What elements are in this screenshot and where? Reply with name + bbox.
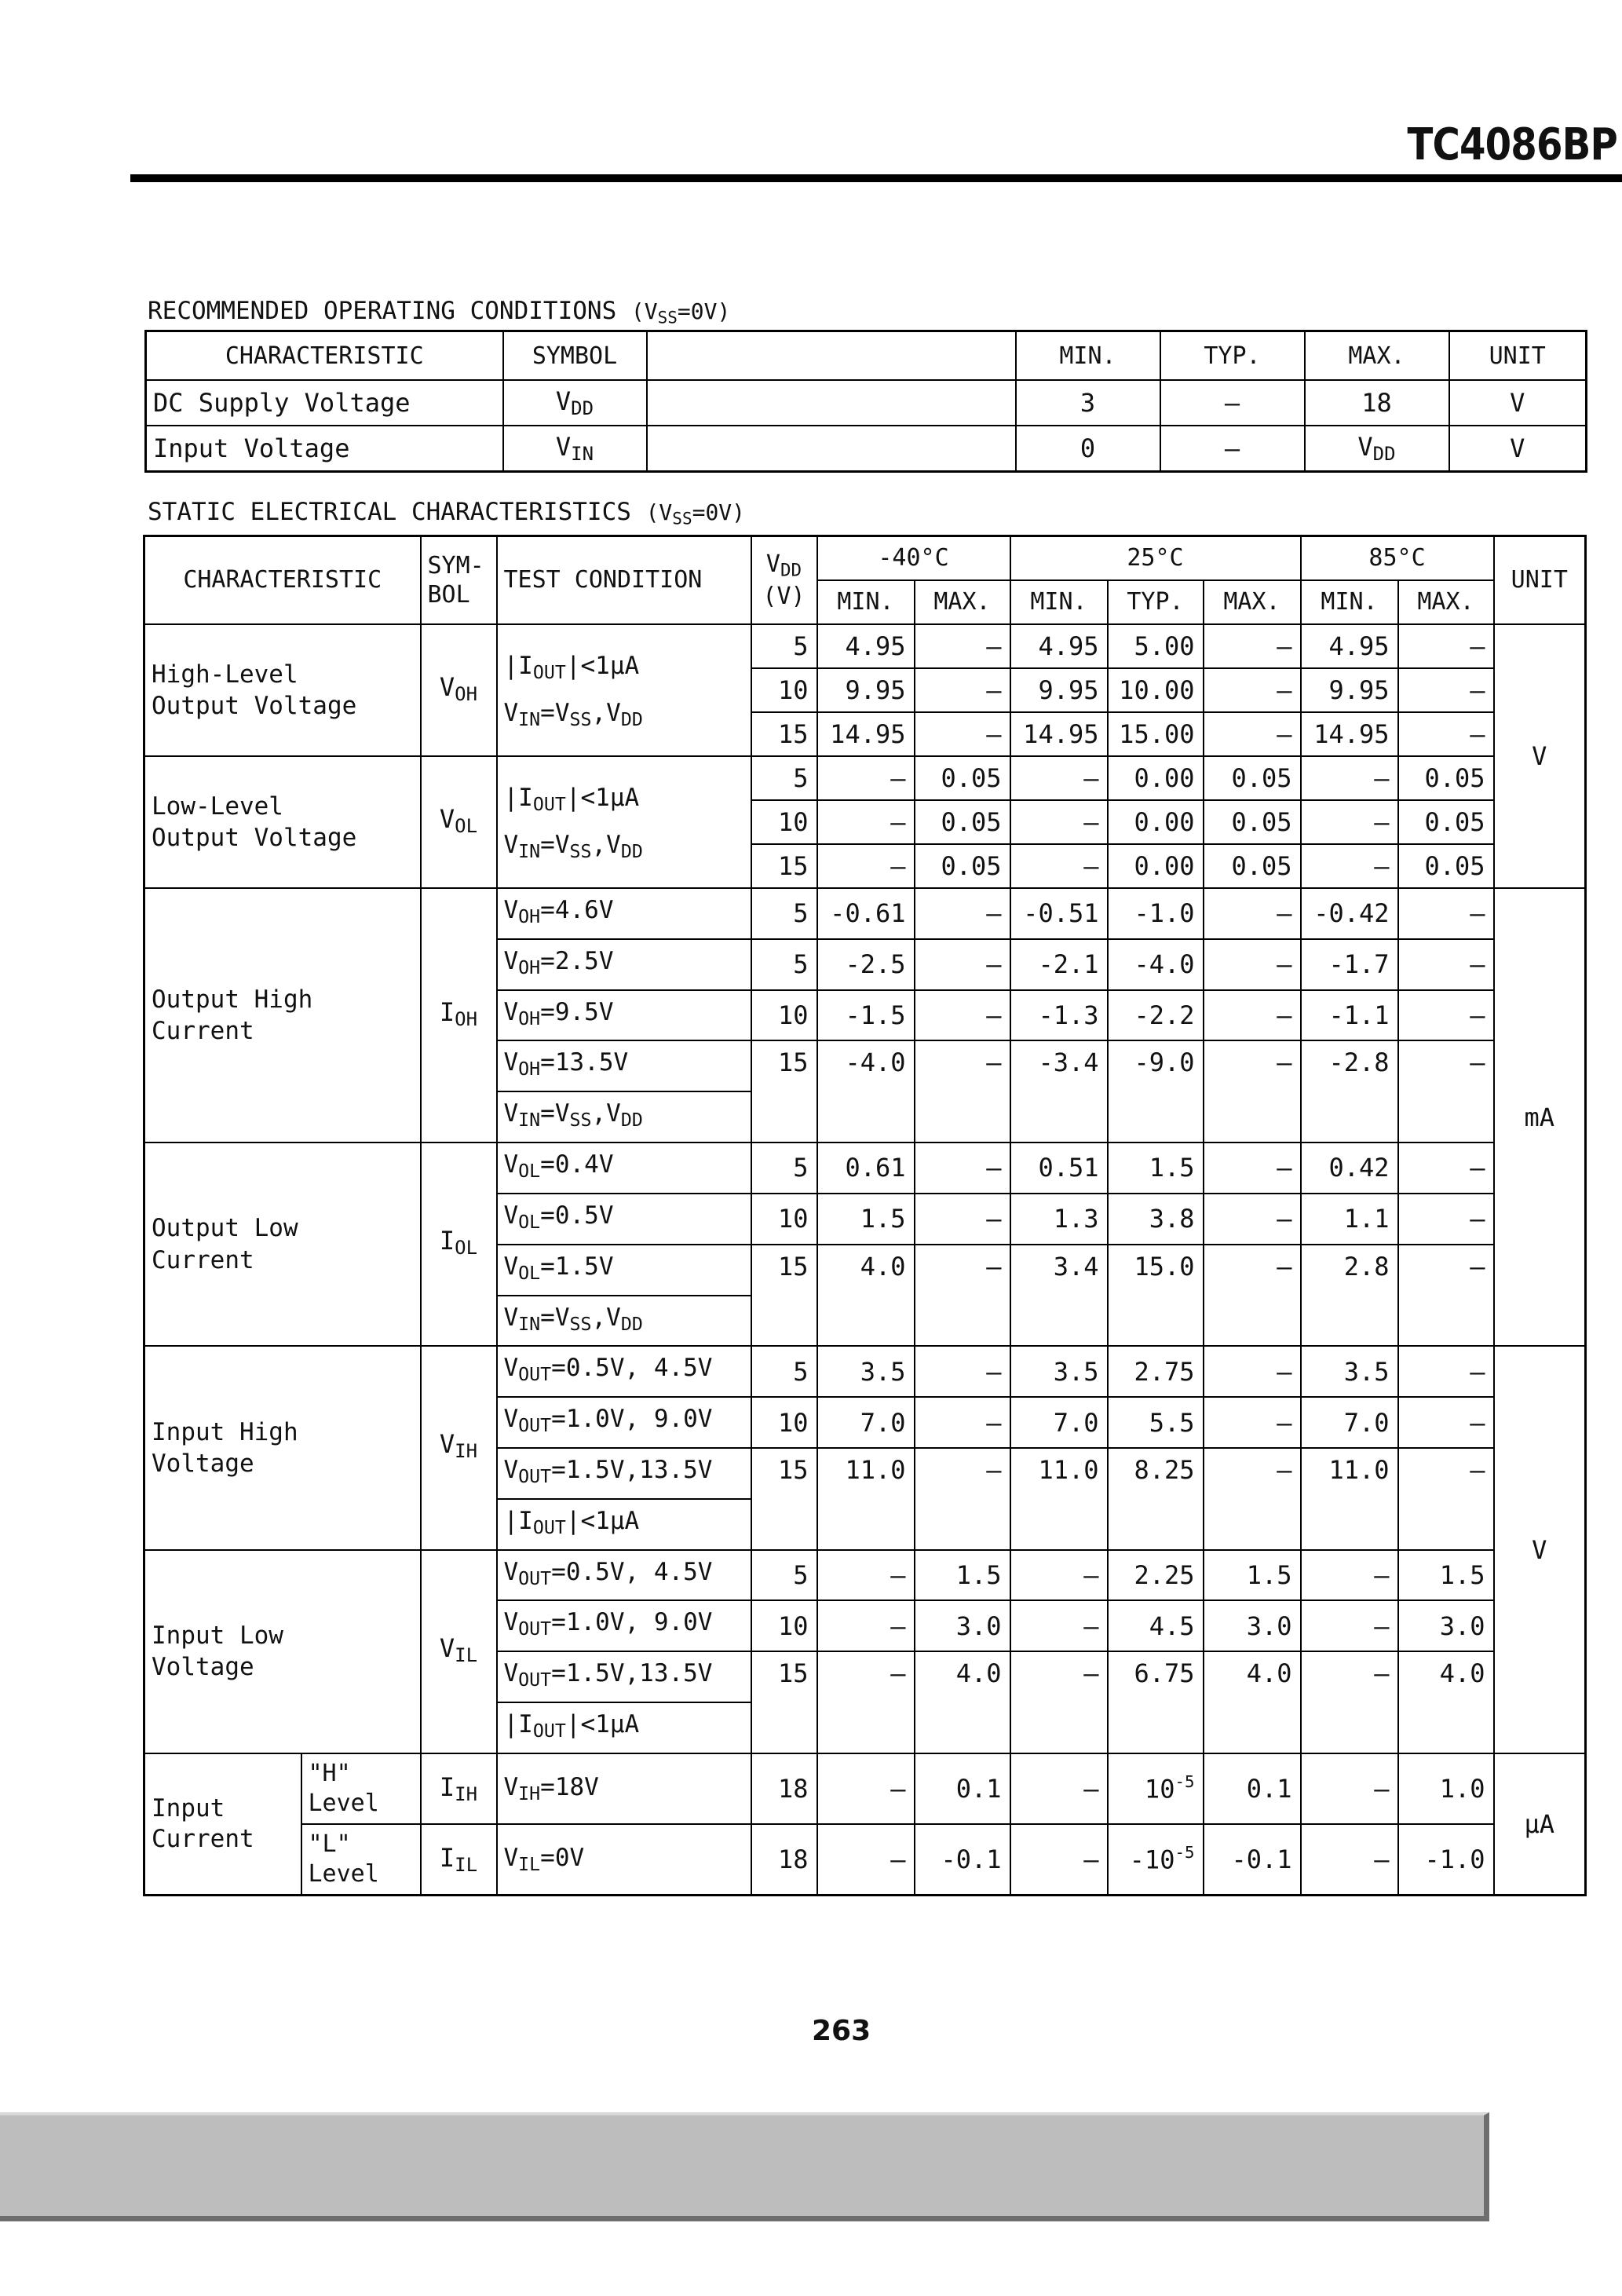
m40-min-cell: 11.0 xyxy=(817,1448,915,1550)
85-max-cell: 4.0 xyxy=(1398,1651,1494,1753)
25-typ-cell: -4.0 xyxy=(1108,939,1204,990)
vdd-cell: 5 xyxy=(751,1346,817,1397)
characteristic-cell: High-Level Output Voltage xyxy=(144,624,421,756)
max-cell: 18 xyxy=(1305,380,1449,426)
25-min-cell: 0.51 xyxy=(1010,1143,1108,1194)
m40-min-cell: -2.5 xyxy=(817,939,915,990)
m40-min-cell: – xyxy=(817,1600,915,1651)
m40-min-cell: – xyxy=(817,844,915,888)
m40-min-cell: – xyxy=(817,756,915,800)
m40-max-cell: – xyxy=(915,990,1010,1041)
test-condition-cell: $V_{OUT}=0.5V$, 4.5V xyxy=(497,1346,751,1397)
test-condition-cell: $V_{OUT}=1.0V$, 9.0V xyxy=(497,1600,751,1651)
max-cell: $V_{DD}$ xyxy=(1305,426,1449,472)
25-min-cell: – xyxy=(1010,1600,1108,1651)
vdd-cell: 15 xyxy=(751,1245,817,1347)
header-max: MAX. xyxy=(1305,331,1449,381)
test-condition-cell: $V_{IH}=18V$ xyxy=(497,1753,751,1824)
table-row xyxy=(144,624,1586,668)
header-unit: UNIT xyxy=(1449,331,1587,381)
table-row xyxy=(144,1143,1586,1194)
m40-min-cell: – xyxy=(817,1824,915,1896)
25-typ-cell: 15.0 xyxy=(1108,1245,1204,1347)
characteristic-cell: Low-Level Output Voltage xyxy=(144,756,421,888)
85-max-cell: 1.5 xyxy=(1398,1550,1494,1601)
m40-min-cell: 7.0 xyxy=(817,1397,915,1448)
vdd-cell: 15 xyxy=(751,1040,817,1143)
table-row xyxy=(144,888,1586,939)
unit-cell: V xyxy=(1449,380,1587,426)
vdd-cell: 10 xyxy=(751,1397,817,1448)
vdd-cell: 5 xyxy=(751,1550,817,1601)
85-min-cell: 14.95 xyxy=(1301,712,1398,756)
25-typ-cell: 2.25 xyxy=(1108,1550,1204,1601)
test-condition-cell: $|I_{OUT}|<1\mu A$ $V_{IN}=V_{SS},V_{DD}$ xyxy=(497,624,751,756)
85-min-cell: -1.1 xyxy=(1301,990,1398,1041)
25-typ-cell: 2.75 xyxy=(1108,1346,1204,1397)
header-temp-minus40: -40°C xyxy=(817,536,1010,581)
25-max-cell: – xyxy=(1204,712,1301,756)
25-max-cell: – xyxy=(1204,888,1301,939)
25-max-cell: 0.05 xyxy=(1204,800,1301,844)
25-min-cell: -2.1 xyxy=(1010,939,1108,990)
blank-cell xyxy=(647,380,1016,426)
m40-max-cell: 1.5 xyxy=(915,1550,1010,1601)
m40-max-cell: 0.05 xyxy=(915,756,1010,800)
test-condition-cell: $V_{OUT}=1.5V,13.5V$ xyxy=(497,1448,751,1499)
85-min-cell: 3.5 xyxy=(1301,1346,1398,1397)
unit-cell: V xyxy=(1494,624,1586,888)
header-temp-85: 85°C xyxy=(1301,536,1494,581)
vdd-cell: 5 xyxy=(751,939,817,990)
characteristic-cell: Output Low Current xyxy=(144,1143,421,1346)
25-typ-cell: $-10^{-5}$ xyxy=(1108,1824,1204,1896)
85-min-cell: – xyxy=(1301,844,1398,888)
recommended-title-text: RECOMMENDED OPERATING CONDITIONS xyxy=(148,297,617,325)
m40-max-cell: – xyxy=(915,939,1010,990)
typ-cell: – xyxy=(1160,426,1305,472)
25-typ-cell: 1.5 xyxy=(1108,1143,1204,1194)
vdd-cell: 5 xyxy=(751,1143,817,1194)
header-symbol: SYM- BOL xyxy=(421,536,497,625)
m40-max-cell: – xyxy=(915,888,1010,939)
85-min-cell: -0.42 xyxy=(1301,888,1398,939)
table-row xyxy=(144,1824,1586,1896)
symbol-cell: $I_{OH}$ xyxy=(421,888,497,1143)
85-min-cell: -1.7 xyxy=(1301,939,1398,990)
header-min: MIN. xyxy=(1301,580,1398,624)
25-typ-cell: 3.8 xyxy=(1108,1194,1204,1245)
symbol-cell: $I_{IH}$ xyxy=(421,1753,497,1824)
25-max-cell: – xyxy=(1204,990,1301,1041)
m40-max-cell: – xyxy=(915,1040,1010,1143)
header-min: MIN. xyxy=(1016,331,1160,381)
85-max-cell: 1.0 xyxy=(1398,1753,1494,1824)
25-min-cell: 3.4 xyxy=(1010,1245,1108,1347)
footer-band xyxy=(0,2112,1489,2221)
25-typ-cell: 10.00 xyxy=(1108,668,1204,712)
test-condition-cell: $V_{OL}=1.5V$ xyxy=(497,1245,751,1296)
table-header-row xyxy=(144,536,1586,581)
25-typ-cell: -9.0 xyxy=(1108,1040,1204,1143)
25-min-cell: – xyxy=(1010,1824,1108,1896)
85-max-cell: – xyxy=(1398,990,1494,1041)
m40-min-cell: 4.0 xyxy=(817,1245,915,1347)
m40-min-cell: 3.5 xyxy=(817,1346,915,1397)
test-condition-cell: $V_{OH}=4.6V$ xyxy=(497,888,751,939)
25-typ-cell: -1.0 xyxy=(1108,888,1204,939)
25-max-cell: – xyxy=(1204,1143,1301,1194)
85-max-cell: – xyxy=(1398,1194,1494,1245)
25-min-cell: – xyxy=(1010,1753,1108,1824)
85-max-cell: – xyxy=(1398,1448,1494,1550)
table-row xyxy=(144,1753,1586,1824)
25-typ-cell: -2.2 xyxy=(1108,990,1204,1041)
85-min-cell: 11.0 xyxy=(1301,1448,1398,1550)
25-min-cell: 14.95 xyxy=(1010,712,1108,756)
characteristic-cell: Input Voltage xyxy=(146,426,503,472)
static-section-title xyxy=(148,498,745,528)
characteristic-cell: Input High Voltage xyxy=(144,1346,421,1549)
m40-max-cell: 0.1 xyxy=(915,1753,1010,1824)
85-min-cell: – xyxy=(1301,1651,1398,1753)
header-rule xyxy=(130,174,1622,182)
test-condition-cell: $V_{OUT}=0.5V$, 4.5V xyxy=(497,1550,751,1601)
table-row xyxy=(144,1550,1586,1601)
25-min-cell: 3.5 xyxy=(1010,1346,1108,1397)
25-typ-cell: 0.00 xyxy=(1108,756,1204,800)
25-min-cell: 11.0 xyxy=(1010,1448,1108,1550)
25-min-cell: – xyxy=(1010,756,1108,800)
m40-max-cell: 4.0 xyxy=(915,1651,1010,1753)
vdd-cell: 10 xyxy=(751,1600,817,1651)
85-max-cell: – xyxy=(1398,1346,1494,1397)
25-max-cell: 1.5 xyxy=(1204,1550,1301,1601)
85-max-cell: -1.0 xyxy=(1398,1824,1494,1896)
m40-max-cell: 0.05 xyxy=(915,844,1010,888)
25-min-cell: 1.3 xyxy=(1010,1194,1108,1245)
test-condition-cell: $V_{OH}=13.5V$ xyxy=(497,1040,751,1091)
header-max: MAX. xyxy=(1204,580,1301,624)
vdd-cell: 10 xyxy=(751,990,817,1041)
static-title-condition: $(V_{SS}=0V)$ xyxy=(645,499,746,528)
m40-max-cell: – xyxy=(915,1397,1010,1448)
static-electrical-characteristics-table xyxy=(143,535,1587,1896)
header-min: MIN. xyxy=(817,580,915,624)
m40-max-cell: -0.1 xyxy=(915,1824,1010,1896)
characteristic-cell: Output High Current xyxy=(144,888,421,1143)
85-min-cell: – xyxy=(1301,1753,1398,1824)
25-typ-cell: 0.00 xyxy=(1108,844,1204,888)
m40-min-cell: – xyxy=(817,1753,915,1824)
85-max-cell: – xyxy=(1398,1143,1494,1194)
25-min-cell: – xyxy=(1010,1651,1108,1753)
25-max-cell: 4.0 xyxy=(1204,1651,1301,1753)
m40-max-cell: – xyxy=(915,624,1010,668)
symbol-cell: $V_{IN}$ xyxy=(503,426,647,472)
symbol-cell: $V_{OH}$ xyxy=(421,624,497,756)
25-max-cell: – xyxy=(1204,1040,1301,1143)
test-condition-cell: $|I_{OUT}|<1\mu A$ xyxy=(497,1499,751,1550)
header-blank xyxy=(647,331,1016,381)
25-min-cell: -3.4 xyxy=(1010,1040,1108,1143)
header-typ: TYP. xyxy=(1108,580,1204,624)
m40-max-cell: – xyxy=(915,712,1010,756)
m40-max-cell: 0.05 xyxy=(915,800,1010,844)
85-max-cell: – xyxy=(1398,888,1494,939)
25-min-cell: 4.95 xyxy=(1010,624,1108,668)
header-temp-25: 25°C xyxy=(1010,536,1301,581)
unit-cell: μA xyxy=(1494,1753,1586,1896)
85-min-cell: 7.0 xyxy=(1301,1397,1398,1448)
recommended-title-condition: $(V_{SS}=0V)$ xyxy=(630,298,731,327)
85-min-cell: 1.1 xyxy=(1301,1194,1398,1245)
25-typ-cell: 15.00 xyxy=(1108,712,1204,756)
unit-cell: V xyxy=(1494,1346,1586,1753)
header-min: MIN. xyxy=(1010,580,1108,624)
85-min-cell: 0.42 xyxy=(1301,1143,1398,1194)
test-condition-cell: $V_{OL}=0.5V$ xyxy=(497,1194,751,1245)
85-min-cell: – xyxy=(1301,1600,1398,1651)
m40-min-cell: 1.5 xyxy=(817,1194,915,1245)
25-max-cell: – xyxy=(1204,668,1301,712)
test-condition-cell: $V_{OUT}=1.5V,13.5V$ xyxy=(497,1651,751,1702)
header-characteristic: CHARACTERISTIC xyxy=(146,331,503,381)
characteristic-cell: Input Low Voltage xyxy=(144,1550,421,1753)
blank-cell xyxy=(647,426,1016,472)
recommended-section-title xyxy=(148,297,730,327)
25-typ-cell: 5.5 xyxy=(1108,1397,1204,1448)
level-cell: "L" Level xyxy=(301,1824,421,1896)
m40-min-cell: 4.95 xyxy=(817,624,915,668)
vdd-cell: 10 xyxy=(751,800,817,844)
header-unit: UNIT xyxy=(1494,536,1586,625)
25-typ-cell: 0.00 xyxy=(1108,800,1204,844)
25-min-cell: 7.0 xyxy=(1010,1397,1108,1448)
test-condition-cell: $V_{OL}=0.4V$ xyxy=(497,1143,751,1194)
test-condition-cell: $V_{IN}=V_{SS},V_{DD}$ xyxy=(497,1296,751,1347)
test-condition-cell: $V_{IN}=V_{SS},V_{DD}$ xyxy=(497,1091,751,1143)
test-condition-cell: $|I_{OUT}|<1\mu A$ xyxy=(497,1702,751,1753)
vdd-cell: 15 xyxy=(751,1651,817,1753)
m40-min-cell: 0.61 xyxy=(817,1143,915,1194)
symbol-cell: $I_{IL}$ xyxy=(421,1824,497,1896)
25-typ-cell: 4.5 xyxy=(1108,1600,1204,1651)
symbol-cell: $V_{DD}$ xyxy=(503,380,647,426)
symbol-cell: $V_{OL}$ xyxy=(421,756,497,888)
25-max-cell: – xyxy=(1204,939,1301,990)
85-max-cell: – xyxy=(1398,1040,1494,1143)
25-max-cell: 3.0 xyxy=(1204,1600,1301,1651)
m40-min-cell: 14.95 xyxy=(817,712,915,756)
symbol-cell: $V_{IH}$ xyxy=(421,1346,497,1549)
test-condition-cell: $V_{OUT}=1.0V$, 9.0V xyxy=(497,1397,751,1448)
25-max-cell: – xyxy=(1204,1397,1301,1448)
85-min-cell: – xyxy=(1301,1550,1398,1601)
m40-max-cell: – xyxy=(915,1194,1010,1245)
static-title-text: STATIC ELECTRICAL CHARACTERISTICS xyxy=(148,498,631,526)
min-cell: 0 xyxy=(1016,426,1160,472)
table-row xyxy=(146,380,1587,426)
85-min-cell: 4.95 xyxy=(1301,624,1398,668)
unit-cell: V xyxy=(1449,426,1587,472)
25-min-cell: – xyxy=(1010,800,1108,844)
header-test-condition: TEST CONDITION xyxy=(497,536,751,625)
table-row xyxy=(146,426,1587,472)
m40-min-cell: -4.0 xyxy=(817,1040,915,1143)
symbol-cell: $V_{IL}$ xyxy=(421,1550,497,1753)
m40-max-cell: – xyxy=(915,1245,1010,1347)
vdd-cell: 18 xyxy=(751,1753,817,1824)
25-min-cell: – xyxy=(1010,844,1108,888)
25-max-cell: – xyxy=(1204,1346,1301,1397)
m40-min-cell: 9.95 xyxy=(817,668,915,712)
header-typ: TYP. xyxy=(1160,331,1305,381)
unit-cell: mA xyxy=(1494,888,1586,1346)
85-max-cell: – xyxy=(1398,939,1494,990)
85-min-cell: – xyxy=(1301,800,1398,844)
characteristic-cell: Input Current xyxy=(144,1753,301,1896)
level-cell: "H" Level xyxy=(301,1753,421,1824)
85-min-cell: – xyxy=(1301,1824,1398,1896)
vdd-cell: 15 xyxy=(751,712,817,756)
m40-min-cell: – xyxy=(817,1651,915,1753)
vdd-cell: 18 xyxy=(751,1824,817,1896)
85-max-cell: – xyxy=(1398,1245,1494,1347)
25-max-cell: – xyxy=(1204,1245,1301,1347)
m40-min-cell: -0.61 xyxy=(817,888,915,939)
85-max-cell: – xyxy=(1398,712,1494,756)
m40-min-cell: – xyxy=(817,1550,915,1601)
85-max-cell: – xyxy=(1398,668,1494,712)
85-max-cell: – xyxy=(1398,624,1494,668)
85-max-cell: – xyxy=(1398,1397,1494,1448)
part-number: TC4086BP xyxy=(1407,119,1617,170)
min-cell: 3 xyxy=(1016,380,1160,426)
header-max: MAX. xyxy=(1398,580,1494,624)
table-row xyxy=(144,756,1586,800)
25-max-cell: – xyxy=(1204,624,1301,668)
m40-min-cell: – xyxy=(817,800,915,844)
symbol-cell: $I_{OL}$ xyxy=(421,1143,497,1346)
25-typ-cell: 6.75 xyxy=(1108,1651,1204,1753)
vdd-cell: 5 xyxy=(751,624,817,668)
m40-min-cell: -1.5 xyxy=(817,990,915,1041)
m40-max-cell: – xyxy=(915,1346,1010,1397)
table-row xyxy=(144,1346,1586,1397)
header-characteristic: CHARACTERISTIC xyxy=(144,536,421,625)
m40-max-cell: – xyxy=(915,1448,1010,1550)
test-condition-cell: $V_{OH}=2.5V$ xyxy=(497,939,751,990)
header-max: MAX. xyxy=(915,580,1010,624)
25-max-cell: 0.05 xyxy=(1204,756,1301,800)
vdd-cell: 15 xyxy=(751,1448,817,1550)
25-min-cell: -0.51 xyxy=(1010,888,1108,939)
25-min-cell: – xyxy=(1010,1550,1108,1601)
test-condition-cell: $V_{OH}=9.5V$ xyxy=(497,990,751,1041)
25-max-cell: – xyxy=(1204,1194,1301,1245)
85-min-cell: 9.95 xyxy=(1301,668,1398,712)
vdd-cell: 10 xyxy=(751,1194,817,1245)
m40-max-cell: 3.0 xyxy=(915,1600,1010,1651)
25-typ-cell: 5.00 xyxy=(1108,624,1204,668)
25-typ-cell: $10^{-5}$ xyxy=(1108,1753,1204,1824)
25-max-cell: 0.1 xyxy=(1204,1753,1301,1824)
85-min-cell: 2.8 xyxy=(1301,1245,1398,1347)
test-condition-cell: $V_{IL}=0V$ xyxy=(497,1824,751,1896)
85-max-cell: 0.05 xyxy=(1398,800,1494,844)
25-max-cell: 0.05 xyxy=(1204,844,1301,888)
characteristic-cell: DC Supply Voltage xyxy=(146,380,503,426)
25-min-cell: -1.3 xyxy=(1010,990,1108,1041)
recommended-operating-conditions-table xyxy=(144,330,1587,473)
85-min-cell: -2.8 xyxy=(1301,1040,1398,1143)
85-max-cell: 3.0 xyxy=(1398,1600,1494,1651)
85-max-cell: 0.05 xyxy=(1398,844,1494,888)
85-max-cell: 0.05 xyxy=(1398,756,1494,800)
page-number: 263 xyxy=(812,2015,871,2047)
vdd-cell: 5 xyxy=(751,888,817,939)
table-header-row xyxy=(146,331,1587,381)
25-max-cell: – xyxy=(1204,1448,1301,1550)
25-min-cell: 9.95 xyxy=(1010,668,1108,712)
m40-max-cell: – xyxy=(915,1143,1010,1194)
85-min-cell: – xyxy=(1301,756,1398,800)
typ-cell: – xyxy=(1160,380,1305,426)
25-max-cell: -0.1 xyxy=(1204,1824,1301,1896)
m40-max-cell: – xyxy=(915,668,1010,712)
header-symbol: SYMBOL xyxy=(503,331,647,381)
test-condition-cell: $|I_{OUT}|<1\mu A$ $V_{IN}=V_{SS},V_{DD}$ xyxy=(497,756,751,888)
vdd-cell: 5 xyxy=(751,756,817,800)
vdd-cell: 15 xyxy=(751,844,817,888)
25-typ-cell: 8.25 xyxy=(1108,1448,1204,1550)
vdd-cell: 10 xyxy=(751,668,817,712)
header-vdd: $V_{DD}$ (V) xyxy=(751,536,817,625)
